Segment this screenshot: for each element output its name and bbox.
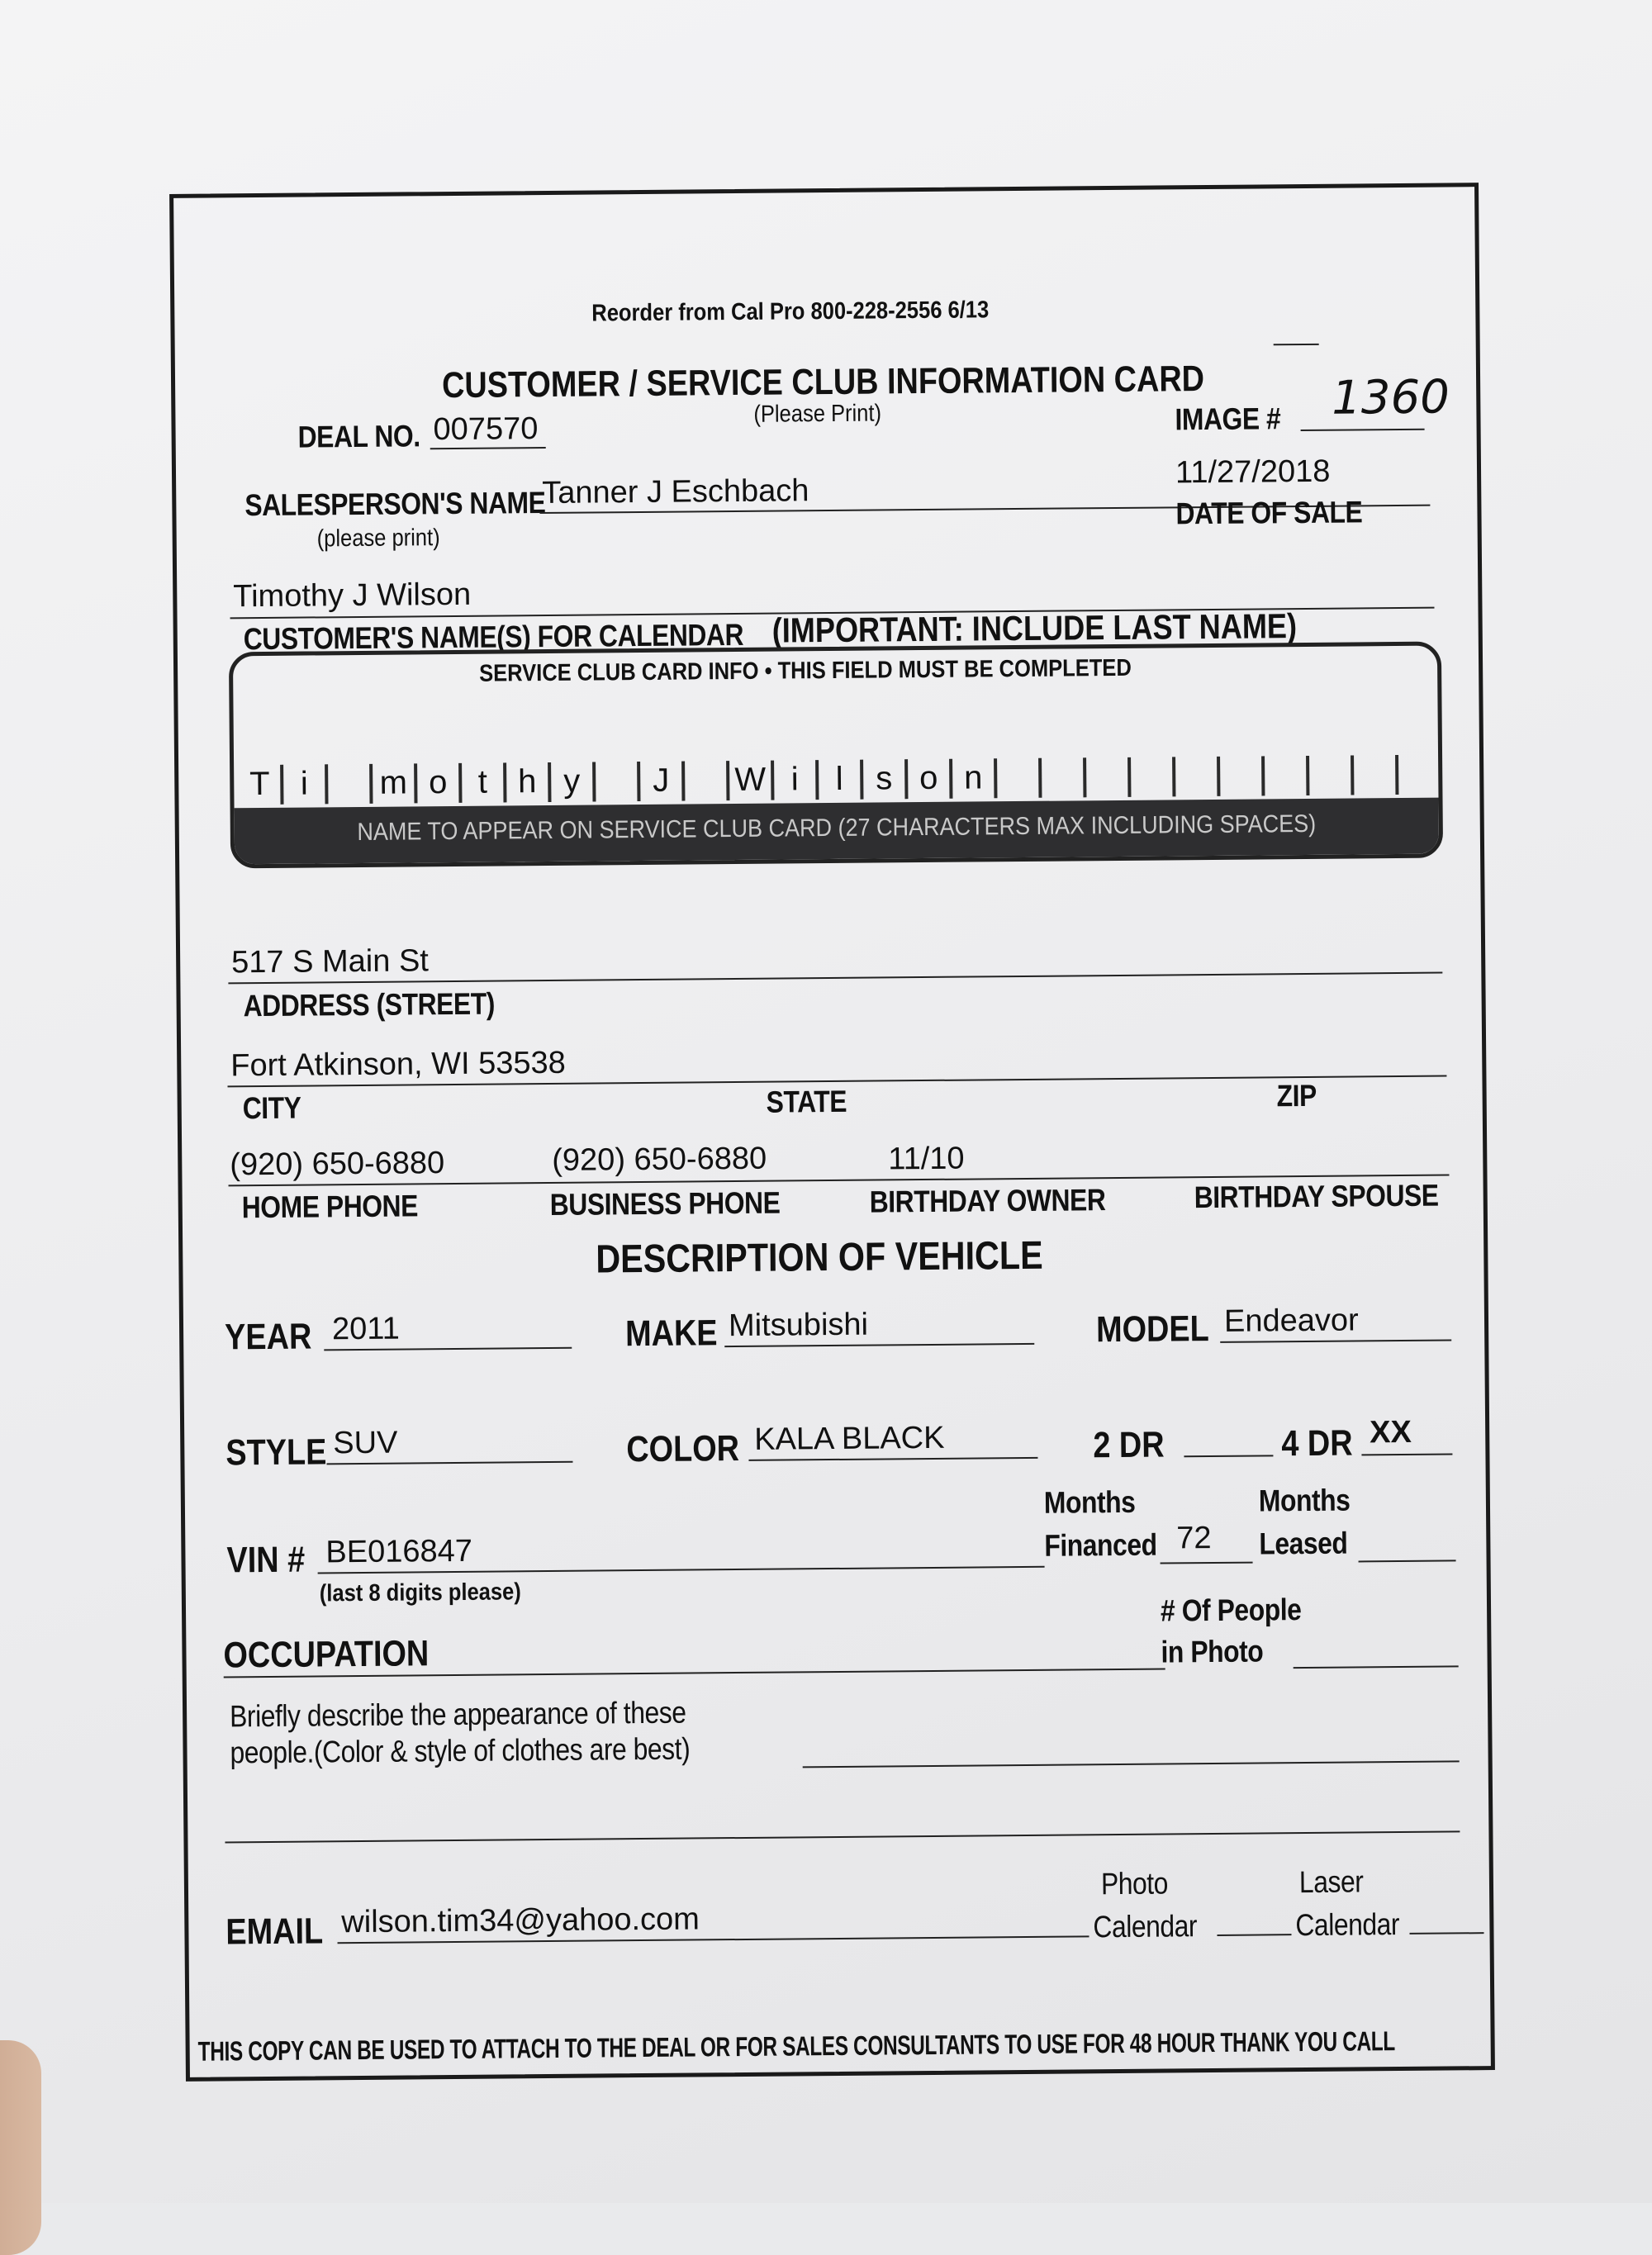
vin-sub: (last 8 digits please) <box>319 1578 521 1607</box>
reorder-text: Reorder from Cal Pro 800-228-2556 6/13 <box>591 297 990 327</box>
important-note: (IMPORTANT: INCLUDE LAST NAME) <box>771 606 1298 650</box>
club-character: n <box>963 759 983 796</box>
deal-line <box>430 447 546 449</box>
business-phone-label: BUSINESS PHONE <box>549 1185 781 1222</box>
service-club-box <box>229 642 1443 869</box>
months-leased-1: Months <box>1258 1483 1351 1518</box>
model-line <box>1220 1339 1451 1342</box>
club-slot-divider <box>1172 757 1175 796</box>
club-slot-divider <box>1261 756 1265 795</box>
club-slot-divider <box>681 762 685 801</box>
salesperson-value: Tanner J Eschbach <box>542 473 809 511</box>
year-value: 2011 <box>331 1311 400 1347</box>
email-label: EMAIL <box>225 1911 324 1953</box>
club-slot-divider <box>592 762 596 801</box>
city-state-zip: Fort Atkinson, WI 53538 <box>230 1045 566 1084</box>
club-footer-bar <box>235 798 1440 865</box>
club-character: J <box>653 762 670 799</box>
deal-label: DEAL NO. <box>297 419 420 454</box>
club-character: t <box>477 763 488 800</box>
city-label: CITY <box>242 1090 301 1126</box>
club-slot-divider <box>1440 755 1443 795</box>
make-value: Mitsubishi <box>728 1307 869 1344</box>
club-character: T <box>249 765 270 803</box>
dash <box>1274 344 1319 345</box>
describe-line-2 <box>225 1830 1460 1843</box>
style-value: SUV <box>333 1425 398 1461</box>
image-line <box>1301 429 1425 431</box>
year-line <box>324 1347 572 1351</box>
club-character: l <box>835 760 843 797</box>
leased-line <box>1359 1560 1456 1562</box>
months-financed-1: Months <box>1043 1484 1136 1520</box>
business-phone: (920) 650-6880 <box>552 1141 767 1178</box>
style-label: STYLE <box>225 1431 327 1474</box>
club-character: W <box>734 761 767 799</box>
model-label: MODEL <box>1095 1308 1209 1351</box>
make-label: MAKE <box>624 1313 718 1355</box>
information-card <box>169 183 1495 2082</box>
people-line <box>1294 1665 1459 1669</box>
occupation-label: OCCUPATION <box>223 1633 430 1676</box>
two-door-line <box>1184 1455 1273 1457</box>
salesperson-sub: (please print) <box>316 525 440 553</box>
card-title: CUSTOMER / SERVICE CLUB INFORMATION CARD <box>441 358 1205 406</box>
photo-cal-1: Photo <box>1100 1866 1169 1901</box>
model-value: Endeavor <box>1223 1303 1359 1339</box>
club-slot-divider <box>994 758 997 798</box>
four-door-label: 4 DR <box>1281 1422 1353 1465</box>
birthday-spouse-label: BIRTHDAY SPOUSE <box>1194 1178 1439 1215</box>
deal-number: 007570 <box>433 411 539 448</box>
make-line <box>724 1343 1034 1347</box>
club-slot-divider <box>1083 757 1086 797</box>
please-print: (Please Print) <box>753 400 882 428</box>
laser-cal-2: Calendar <box>1295 1907 1400 1943</box>
financed-line <box>1161 1562 1253 1564</box>
club-footer: NAME TO APPEAR ON SERVICE CLUB CARD (27 CHARACTERS MAX INCLUDING SPACES) <box>357 809 1317 847</box>
describe-line <box>803 1760 1460 1768</box>
people-label-1: # Of People <box>1160 1593 1302 1628</box>
club-character: s <box>876 760 893 797</box>
two-door-label: 2 DR <box>1093 1424 1165 1466</box>
vehicle-heading: DESCRIPTION OF VEHICLE <box>596 1233 1043 1282</box>
four-door-line <box>1361 1453 1452 1455</box>
laser-cal-line <box>1409 1932 1483 1935</box>
year-label: YEAR <box>224 1316 312 1358</box>
club-character: o <box>428 764 448 801</box>
state-label: STATE <box>766 1084 847 1119</box>
birthday-owner: 11/10 <box>888 1141 965 1177</box>
vin-label: VIN # <box>226 1539 306 1581</box>
club-character: h <box>517 763 537 800</box>
vin-value: BE016847 <box>325 1533 473 1570</box>
club-slot-divider <box>325 764 328 804</box>
club-character: i <box>300 765 308 802</box>
finger <box>0 2040 41 2255</box>
club-character: y <box>563 762 581 800</box>
laser-cal-1: Laser <box>1298 1864 1364 1900</box>
image-label: IMAGE # <box>1175 401 1281 437</box>
club-character: o <box>919 759 938 797</box>
customer-label: CUSTOMER'S NAME(S) FOR CALENDAR <box>243 617 744 657</box>
image-number: 1360 <box>1331 370 1450 425</box>
club-slot-divider <box>1217 757 1220 796</box>
address-label: ADDRESS (STREET) <box>243 986 496 1023</box>
photo-cal-line <box>1217 1934 1291 1936</box>
club-slot-divider <box>1127 757 1131 797</box>
club-header: SERVICE CLUB CARD INFO • THIS FIELD MUST BE COMPLETED <box>479 654 1132 687</box>
date-of-sale: 11/27/2018 <box>1175 453 1331 491</box>
birthday-owner-label: BIRTHDAY OWNER <box>869 1183 1106 1219</box>
customer-name: Timothy J Wilson <box>233 577 472 615</box>
months-financed-2: Financed <box>1044 1527 1157 1563</box>
four-door-value: XX <box>1370 1414 1412 1450</box>
club-slot-divider <box>1395 755 1398 795</box>
color-value: KALA BLACK <box>754 1420 945 1457</box>
club-character: i <box>790 761 799 798</box>
address-value: 517 S Main St <box>230 943 430 980</box>
club-slot-divider <box>1306 756 1309 795</box>
describe-2: people.(Color & style of clothes are best) <box>230 1731 691 1770</box>
photo-cal-2: Calendar <box>1093 1909 1198 1944</box>
color-label: COLOR <box>626 1427 740 1470</box>
home-phone: (920) 650-6880 <box>230 1146 445 1183</box>
describe-1: Briefly describe the appearance of these <box>229 1695 686 1734</box>
date-label: DATE OF SALE <box>1175 495 1363 531</box>
months-leased-2: Leased <box>1259 1526 1348 1561</box>
club-character: m <box>379 764 408 801</box>
club-slot-divider <box>1351 755 1354 795</box>
color-line <box>748 1457 1037 1461</box>
home-phone-label: HOME PHONE <box>241 1189 419 1225</box>
footer-note: THIS COPY CAN BE USED TO ATTACH TO THE DEAL OR FOR SALES CONSULTANTS TO USE FOR 48 HOUR THANK YOU CALL <box>197 2025 1396 2067</box>
email-value: wilson.tim34@yahoo.com <box>341 1901 700 1940</box>
zip-label: ZIP <box>1276 1078 1317 1113</box>
months-financed-value: 72 <box>1176 1521 1212 1556</box>
people-label-2: in Photo <box>1161 1634 1264 1669</box>
salesperson-label: SALESPERSON'S NAME <box>244 486 546 523</box>
style-line <box>326 1461 572 1465</box>
club-slot-divider <box>1038 758 1042 798</box>
